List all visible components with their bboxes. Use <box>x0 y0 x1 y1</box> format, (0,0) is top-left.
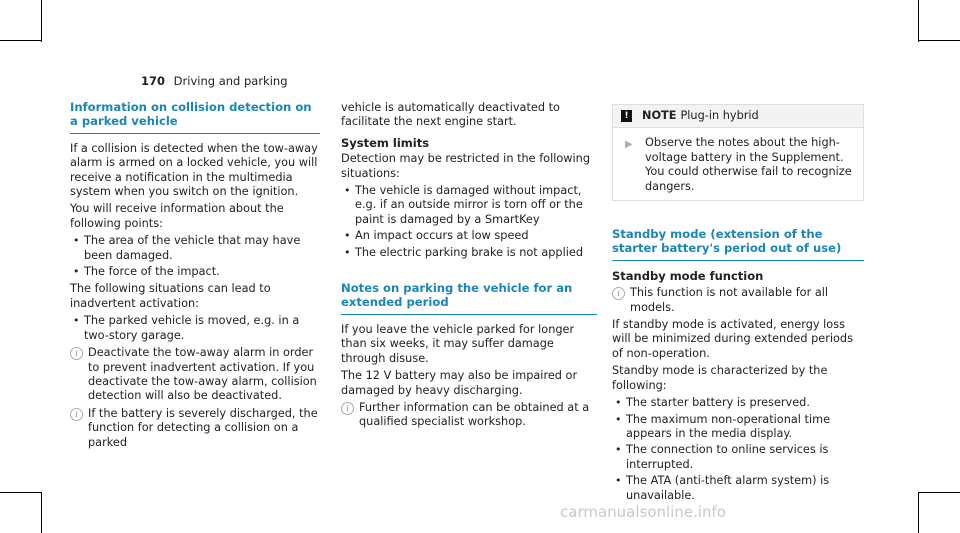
crop-mark <box>918 492 919 533</box>
paragraph: vehicle is automatically deactivated to facilitate the next engine start. <box>341 101 560 129</box>
note-box-body <box>613 128 863 200</box>
crop-mark <box>918 0 919 42</box>
info-icon: i <box>70 347 83 360</box>
paragraph: The 12 V battery may also be impaired or damaged by heavy discharging. <box>341 369 578 397</box>
paragraph: Standby mode is characterized by the following: <box>612 364 828 392</box>
info-note <box>612 286 864 315</box>
paragraph: If you leave the vehicle parked for longer than six weeks, it may suffer damage through disuse. <box>341 322 575 365</box>
watermark: carmanualsonline.info <box>560 503 726 521</box>
paragraph: If standby mode is activated, energy loss will be minimized during extended periods of non-operation. <box>612 318 853 360</box>
list-item: • The vehicle is damaged without impact, e.g. if an outside mirror is torn off or the paint is damaged by a SmartKey <box>341 184 597 227</box>
paragraph: The following situations can lead to inadvertent activation: <box>70 282 271 310</box>
bullet-list <box>612 396 864 503</box>
instruction-step <box>621 136 855 194</box>
info-icon: i <box>612 287 625 300</box>
crop-mark <box>0 40 42 41</box>
note-box <box>612 104 864 201</box>
list-item: • The starter battery is preserved. <box>612 396 864 410</box>
list-item: • The electric parking brake is not applied <box>341 246 597 260</box>
bullet-list <box>70 234 320 279</box>
crop-mark <box>41 0 42 42</box>
list-item: • The maximum non-operational time appears in the media display. <box>612 413 864 442</box>
standby-function-subheading: Standby mode function <box>612 268 764 283</box>
crop-mark <box>918 40 960 41</box>
info-icon: i <box>70 408 83 421</box>
column-3 <box>612 104 864 506</box>
list-item: • An impact occurs at low speed <box>341 229 597 243</box>
list-item: • The force of the impact. <box>70 265 320 279</box>
column-1 <box>70 100 320 453</box>
info-note <box>70 407 320 450</box>
note-text: Further information can be obtained at a qualified specialist workshop. <box>359 400 590 429</box>
list-item: • The connection to online services is interrupted. <box>612 443 864 472</box>
note-title: Plug-in hybrid <box>680 109 759 122</box>
section-title: Driving and parking <box>173 74 288 88</box>
column-2 <box>341 101 597 433</box>
crop-mark <box>0 492 42 493</box>
paragraph: Detection may be restricted in the following situations: <box>341 152 590 180</box>
info-note <box>70 346 320 404</box>
system-limits-heading: System limits <box>341 135 430 150</box>
crop-mark <box>41 492 42 533</box>
warning-icon: ! <box>621 110 632 122</box>
info-note <box>341 401 597 430</box>
paragraph: You will receive information about the following points: <box>70 202 284 230</box>
step-text: Observe the notes about the high-voltage battery in the Supplement. You could otherwise fail to recognize dangers. <box>645 136 852 193</box>
info-icon: i <box>341 402 354 415</box>
list-item: • The parked vehicle is moved, e.g. in a two-story garage. <box>70 314 320 343</box>
extended-parking-heading: Notes on parking the vehicle for an extended period <box>341 281 597 315</box>
page-number: 170 <box>141 74 166 88</box>
arrow-right-icon: ▶ <box>625 139 633 151</box>
note-text: Deactivate the tow-away alarm in order to prevent inadvertent activation. If you deactivate the tow-away alarm, collision detection will also be deactivated. <box>88 346 317 403</box>
bullet-list <box>70 314 320 343</box>
collision-detection-heading: Information on collision detection on a parked vehicle <box>70 100 320 134</box>
crop-mark <box>918 492 960 493</box>
note-box-header <box>613 105 863 128</box>
list-item: • The area of the vehicle that may have been damaged. <box>70 234 320 263</box>
standby-mode-heading: Standby mode (extension of the starter battery's period out of use) <box>612 227 864 261</box>
note-text: If the battery is severely discharged, the function for detecting a collision on a parked <box>88 406 318 449</box>
bullet-list <box>341 184 597 260</box>
page-header <box>141 74 288 88</box>
paragraph: If a collision is detected when the tow-away alarm is armed on a locked vehicle, you will receive a notification in the multimedia system when you switch on the ignition. <box>70 141 318 199</box>
list-item: • The ATA (anti-theft alarm system) is unavailable. <box>612 474 864 503</box>
note-label: NOTE <box>642 109 677 122</box>
note-text: This function is not available for all models. <box>630 286 829 314</box>
